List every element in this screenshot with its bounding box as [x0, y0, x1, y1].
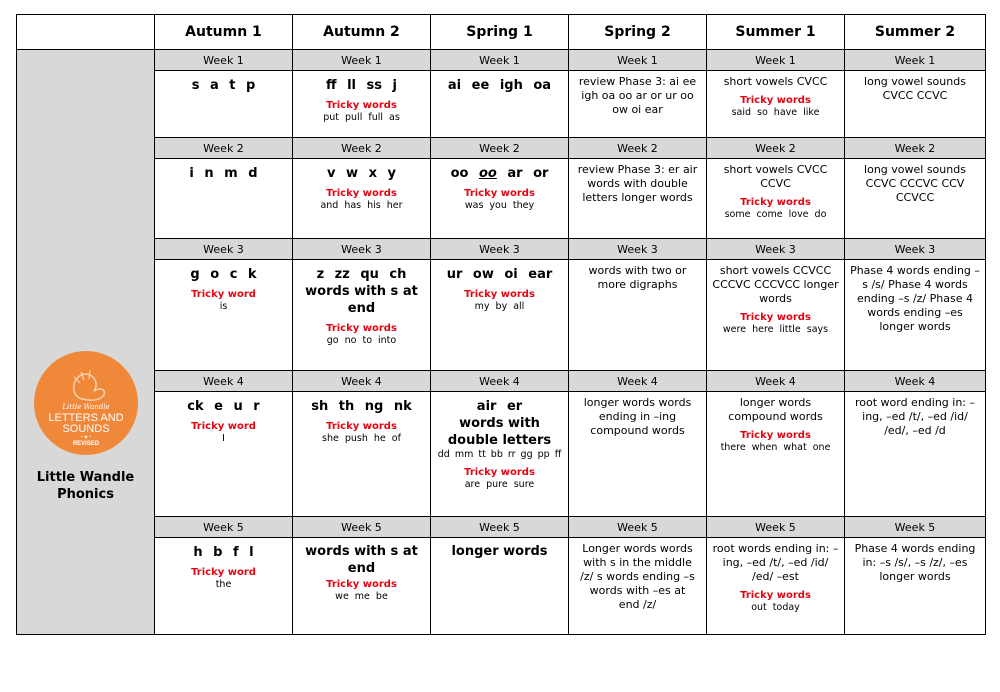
header-autumn-1: Autumn 1	[155, 15, 293, 50]
week-2-content-row	[17, 159, 986, 239]
week-1-label-row	[17, 50, 986, 71]
sidebar-cell	[17, 50, 155, 635]
cell-spring1-week5: longer words	[431, 538, 569, 635]
cell-spring2-week4: longer words words ending in –ing compound words	[569, 392, 707, 517]
week-label: Week 3	[569, 239, 707, 260]
cell-summer1-week4: longer words compound words Tricky words there when what one	[707, 392, 845, 517]
header-summer-1: Summer 1	[707, 15, 845, 50]
week-4-label-row	[17, 371, 986, 392]
week-label: Week 3	[155, 239, 293, 260]
cell-spring2-week3: words with two or more digraphs	[569, 260, 707, 371]
week-label: Week 1	[431, 50, 569, 71]
week-label: Week 4	[707, 371, 845, 392]
week-label: Week 3	[707, 239, 845, 260]
cell-summer1-week5: root words ending in: –ing, –ed /t/, –ed /id/ /ed/ –est Tricky words out today	[707, 538, 845, 635]
week-label: Week 4	[431, 371, 569, 392]
cell-spring1-week4: air er words with double letters dd mm tt bb rr gg pp ff Tricky words are pure sure	[431, 392, 569, 517]
week-4-content-row	[17, 392, 986, 517]
week-label: Week 3	[293, 239, 431, 260]
cell-autumn1-week5: h b f l Tricky word the	[155, 538, 293, 635]
week-label: Week 2	[431, 138, 569, 159]
bird-icon	[34, 351, 138, 455]
cell-summer2-week4: root word ending in: –ing, –ed /t/, –ed /id/ /ed/, –ed /d	[845, 392, 986, 517]
header-row	[17, 15, 986, 50]
week-label: Week 1	[845, 50, 986, 71]
week-2-label-row	[17, 138, 986, 159]
week-label: Week 1	[155, 50, 293, 71]
svg-text:• ◆ •: • ◆ •	[80, 434, 91, 439]
header-spring-1: Spring 1	[431, 15, 569, 50]
week-label: Week 5	[707, 517, 845, 538]
week-5-content-row	[17, 538, 986, 635]
cell-spring2-week2: review Phase 3: er air words with double letters longer words	[569, 159, 707, 239]
week-label: Week 2	[707, 138, 845, 159]
week-label: Week 5	[569, 517, 707, 538]
cell-autumn2-week2: v w x y Tricky words and has his her	[293, 159, 431, 239]
week-label: Week 4	[569, 371, 707, 392]
cell-autumn2-week5: words with s at end Tricky words we me be	[293, 538, 431, 635]
cell-autumn1-week3: g o c k Tricky word is	[155, 260, 293, 371]
phonics-schedule-table	[16, 14, 986, 635]
week-label: Week 2	[845, 138, 986, 159]
corner-cell	[17, 15, 155, 50]
week-label: Week 1	[293, 50, 431, 71]
header-spring-2: Spring 2	[569, 15, 707, 50]
week-label: Week 4	[155, 371, 293, 392]
cell-summer1-week2: short vowels CVCC CCVC Tricky words some come love do	[707, 159, 845, 239]
week-label: Week 1	[707, 50, 845, 71]
cell-spring1-week3: ur ow oi ear Tricky words my by all	[431, 260, 569, 371]
cell-autumn2-week3: z zz qu ch words with s at end Tricky words go no to into	[293, 260, 431, 371]
cell-summer2-week5: Phase 4 words ending in: –s /s/, –s /z/, –es longer words	[845, 538, 986, 635]
svg-text:REVISED: REVISED	[72, 441, 99, 447]
svg-text:SOUNDS: SOUNDS	[61, 423, 110, 435]
cell-autumn2-week4: sh th ng nk Tricky words she push he of	[293, 392, 431, 517]
cell-autumn1-week1: s a t p	[155, 71, 293, 138]
cell-autumn1-week2: i n m d	[155, 159, 293, 239]
cell-summer1-week3: short vowels CCVCC CCCVC CCCVCC longer words Tricky words were here little says	[707, 260, 845, 371]
week-label: Week 2	[155, 138, 293, 159]
week-label: Week 5	[293, 517, 431, 538]
cell-spring2-week1: review Phase 3: ai ee igh oa oo ar or ur oo ow oi ear	[569, 71, 707, 138]
little-wandle-logo	[34, 351, 138, 455]
week-label: Week 3	[431, 239, 569, 260]
cell-autumn1-week4: ck e u r Tricky word I	[155, 392, 293, 517]
week-label: Week 2	[569, 138, 707, 159]
week-label: Week 2	[293, 138, 431, 159]
week-5-label-row	[17, 517, 986, 538]
cell-spring1-week2: oo oo ar or Tricky words was you they	[431, 159, 569, 239]
week-label: Week 4	[845, 371, 986, 392]
week-3-label-row	[17, 239, 986, 260]
cell-autumn2-week1: ff ll ss j Tricky words put pull full as	[293, 71, 431, 138]
sidebar-title: Little Wandle Phonics	[36, 470, 135, 502]
cell-summer2-week2: long vowel sounds CCVC CCCVC CCV CCVCC	[845, 159, 986, 239]
week-label: Week 5	[431, 517, 569, 538]
cell-summer1-week1: short vowels CVCC Tricky words said so have like	[707, 71, 845, 138]
cell-summer2-week1: long vowel sounds CVCC CCVC	[845, 71, 986, 138]
cell-spring1-week1: ai ee igh oa	[431, 71, 569, 138]
week-1-content-row	[17, 71, 986, 138]
week-label: Week 4	[293, 371, 431, 392]
week-label: Week 5	[845, 517, 986, 538]
week-label: Week 3	[845, 239, 986, 260]
week-3-content-row	[17, 260, 986, 371]
svg-text:LETTERS AND: LETTERS AND	[47, 412, 124, 424]
header-autumn-2: Autumn 2	[293, 15, 431, 50]
cell-spring2-week5: Longer words words with s in the middle /z/ s words ending –s words with –es at end /z/	[569, 538, 707, 635]
cell-summer2-week3: Phase 4 words ending –s /s/ Phase 4 words ending –s /z/ Phase 4 words ending –es longer words	[845, 260, 986, 371]
svg-text:Little Wandle: Little Wandle	[61, 403, 110, 411]
week-label: Week 1	[569, 50, 707, 71]
header-summer-2: Summer 2	[845, 15, 986, 50]
week-label: Week 5	[155, 517, 293, 538]
